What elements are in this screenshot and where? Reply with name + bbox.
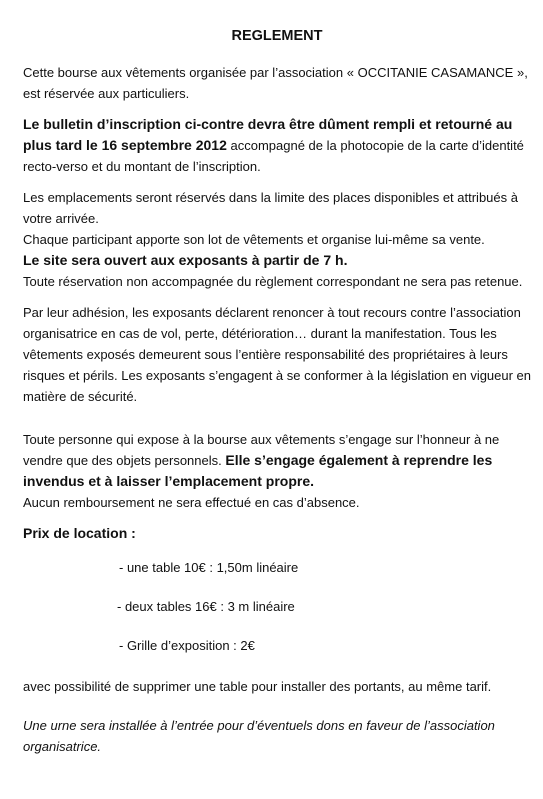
intro-paragraph: Cette bourse aux vêtements organisée par l’association « OCCITANIE CASAMANCE », est réservée aux particuliers. bbox=[23, 65, 528, 101]
participant-text: Chaque participant apporte son lot de vêtements et organise lui-même sa vente. bbox=[23, 232, 485, 247]
price-item: - Grille d’exposition : 2€ bbox=[119, 638, 255, 653]
honor-paragraph bbox=[23, 429, 535, 492]
bulletin-deadline-text: Le bulletin d’inscription ci-contre devra être dûment rempli et retourné au plus tard le 16 septembre 2012 bbox=[23, 116, 513, 153]
urn-note: Une urne sera installée à l’entrée pour d’éventuels dons en faveur de l’association organisatrice. bbox=[23, 718, 495, 754]
honor-normal-text: Toute personne qui expose à la bourse aux vêtements s’engage sur l’honneur à ne vendre que des objets personnels. bbox=[23, 432, 500, 468]
price-item: - deux tables 16€ : 3 m linéaire bbox=[117, 599, 295, 614]
prices-note: avec possibilité de supprimer une table pour installer des portants, au même tarif. bbox=[23, 679, 492, 694]
places-section bbox=[23, 187, 535, 292]
reservation-text: Toute réservation non accompagnée du règlement correspondant ne sera pas retenue. bbox=[23, 274, 523, 289]
honor-bold-text: Elle s’engage également à reprendre les invendus et à laisser l’emplacement propre. bbox=[23, 452, 493, 489]
opening-time-text: Le site sera ouvert aux exposants à partir de 7 h. bbox=[23, 252, 348, 268]
bulletin-paragraph bbox=[23, 114, 535, 177]
document-page bbox=[23, 26, 535, 757]
prices-heading: Prix de location : bbox=[23, 525, 136, 541]
honor-section bbox=[23, 429, 535, 513]
places-reserved-text: Les emplacements seront réservés dans la limite des places disponibles et attribués à votre arrivée. bbox=[23, 190, 518, 226]
bulletin-details-text: accompagné de la photocopie de la carte d’identité recto-verso et du montant de l’inscription. bbox=[23, 138, 524, 174]
prices-section bbox=[23, 523, 535, 697]
refund-text: Aucun remboursement ne sera effectué en cas d’absence. bbox=[23, 495, 360, 510]
document-title: REGLEMENT bbox=[231, 28, 323, 44]
price-item: - une table 10€ : 1,50m linéaire bbox=[119, 560, 299, 575]
liability-paragraph: Par leur adhésion, les exposants déclarent renoncer à tout recours contre l’association organisatrice en cas de vol, perte, détérioration… durant la manifestation. Tous les vêtements exposés demeurent sous l’entière responsabilité des propriétaires à leurs risques et périls. Les exposants s’engagent à se conformer à la législation en vigueur en matière de sécurité. bbox=[23, 305, 532, 404]
